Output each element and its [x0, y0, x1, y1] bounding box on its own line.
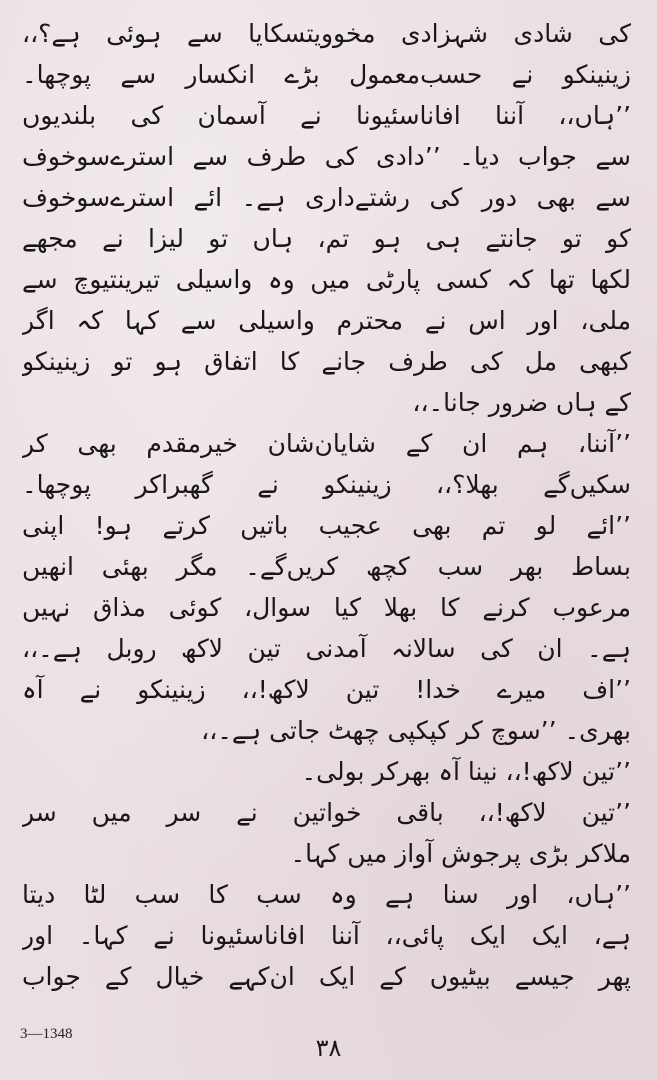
text-line: ’’ہاں،، آننا افاناسئیونا نے آسمان کی بلندیوں — [22, 101, 631, 130]
text-line: سکیں‌گے بھلا؟،، زینینکو نے گھبراکر پوچھا۔ — [22, 470, 631, 499]
text-line: ’’ائے لو تم بھی عجیب باتیں کرتے ہو! اپنی — [22, 511, 631, 540]
text-line: کی شادی شہزادی مخوویتسکایا سے ہوئی ہے؟،، — [22, 19, 631, 48]
text-line: کے ہاں ضرور جانا۔،، — [412, 388, 631, 417]
text-line: لکھا تھا کہ کسی پارٹی میں وہ واسیلی تیرینتیوچ سے — [22, 265, 631, 294]
printer-signature-mark: 3—1348 — [20, 1026, 73, 1042]
body-text — [22, 14, 631, 1004]
text-line: بھری۔ ’’سوچ کر کپکپی چھٹ جاتی ہے۔،، — [201, 716, 631, 745]
text-line: ’’آننا، ہم ان کے شایان‌شان خیرمقدم بھی کر — [22, 429, 631, 458]
text-line: مرعوب کرنے کا بھلا کیا سوال، کوئی مذاق نہیں — [22, 593, 631, 622]
text-line: پھر جیسے بیٹیوں کے ایک ان‌کہے خیال کے جواب — [22, 962, 631, 991]
text-line: ’’تین لاکھ!،، باقی خواتین نے سر میں سر — [22, 798, 631, 827]
page-number: ۳۸ — [315, 1034, 342, 1062]
text-line: ملی، اور اس نے محترم واسیلی سے کہا کہ اگر — [22, 306, 631, 335]
text-line: ہے۔ ان کی سالانہ آمدنی تین لاکھ روبل ہے۔،، — [22, 634, 631, 663]
text-line: ہے، ایک ایک پائی،، آننا افاناسئیونا نے کہا۔ اور — [22, 921, 631, 950]
text-line: زینینکو نے حسب‌معمول بڑے انکسار سے پوچھا۔ — [22, 60, 631, 89]
text-line: ’’ہاں، اور سنا ہے وہ سب کا سب لٹا دیتا — [22, 880, 631, 909]
text-line: ’’تین لاکھ!،، نینا آہ بھرکر بولی۔ — [301, 757, 631, 786]
text-line: ’’اف میرے خدا! تین لاکھ!،، زینینکو نے آہ — [22, 675, 631, 704]
text-line: سے بھی دور کی رشتےداری ہے۔ ائے استرےسوخوف — [22, 183, 631, 212]
text-line: کو تو جانتے ہی ہو تم، ہاں تو لیزا نے مجھے — [22, 224, 631, 253]
text-line: سے جواب دیا۔ ’’دادی کی طرف سے استرےسوخوف — [22, 142, 631, 171]
text-line: ملاکر بڑی پرجوش آواز میں کہا۔ — [290, 839, 631, 868]
text-line: بساط بھر سب کچھ کریں‌گے۔ مگر بھئی انھیں — [22, 552, 631, 581]
text-line: کبھی مل کی طرف جانے کا اتفاق ہو تو زینینکو — [22, 347, 631, 376]
